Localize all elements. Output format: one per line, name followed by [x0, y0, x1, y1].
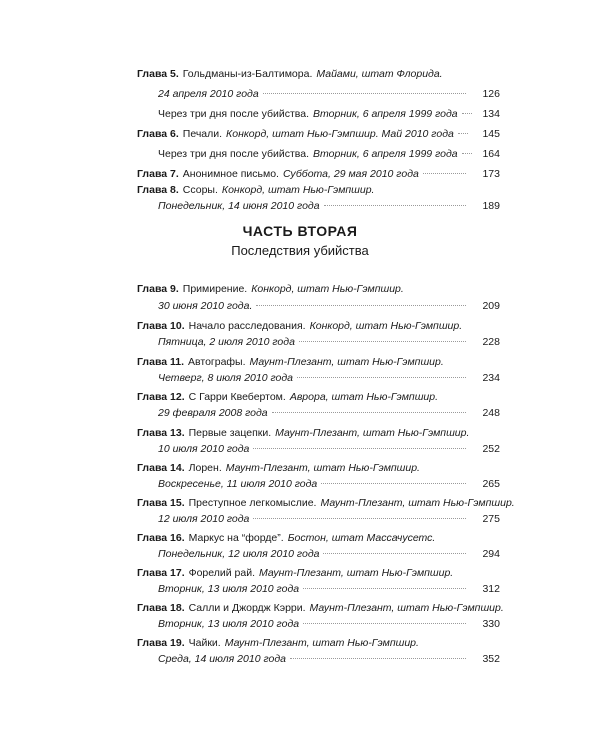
chapter-title: Ссоры.: [182, 184, 218, 196]
dot-leader: [423, 173, 466, 174]
chapter-place: Аврора, штат Нью-Гэмпшир.: [289, 391, 439, 403]
dot-leader: [290, 658, 466, 659]
chapter-place: Бостон, штат Массачусетс.: [287, 532, 436, 544]
toc-entry-cont: [158, 198, 470, 214]
page-number: 164: [482, 148, 500, 160]
chapter-number: Глава 17.: [137, 567, 185, 579]
chapter-title: Печали.: [182, 128, 223, 140]
chapter-place: Маунт-Плезант, штат Нью-Гэмпшир.: [224, 637, 419, 649]
toc-entry-cont: [158, 616, 470, 632]
toc-entry: [137, 389, 470, 405]
chapter-number: Глава 6.: [137, 128, 179, 140]
chapter-number: Глава 10.: [137, 320, 185, 332]
dot-leader: [253, 448, 466, 449]
toc-entry-cont: [158, 334, 470, 350]
chapter-date: 12 июля 2010 года: [158, 513, 250, 525]
chapter-number: Глава 18.: [137, 602, 185, 614]
chapter-date: 30 июня 2010 года.: [158, 300, 253, 312]
dot-leader: [462, 153, 472, 154]
toc-entry: [137, 166, 470, 182]
page-number: 189: [482, 200, 500, 212]
chapter-place: Маунт-Плезант, штат Нью-Гэмпшир.: [225, 462, 420, 474]
chapter-place: Маунт-Плезант, штат Нью-Гэмпшир.: [309, 602, 504, 614]
toc-entry-cont: [158, 546, 470, 562]
toc-entry: [137, 425, 470, 441]
chapter-title: Форелий рай.: [188, 567, 255, 579]
chapter-title: Маркус на “форде”.: [188, 532, 284, 544]
dot-leader: [303, 623, 466, 624]
toc-entry-cont: [158, 651, 470, 667]
toc-entry: [137, 635, 470, 651]
toc-entry-cont: [158, 86, 470, 102]
chapter-place: Маунт-Плезант, штат Нью-Гэмпшир.: [275, 427, 470, 439]
dot-leader: [253, 518, 466, 519]
page-number: 265: [482, 478, 500, 490]
chapter-number: Глава 13.: [137, 427, 185, 439]
chapter-number: Глава 12.: [137, 391, 185, 403]
chapter-date: 10 июля 2010 года: [158, 443, 250, 455]
chapter-date: Понедельник, 12 июля 2010 года: [158, 548, 320, 560]
page-number: 352: [482, 653, 500, 665]
toc-entry: [137, 530, 470, 546]
page-number: 248: [482, 407, 500, 419]
toc-entry-cont: [158, 511, 470, 527]
chapter-title: Салли и Джордж Кэрри.: [188, 602, 306, 614]
chapter-date: Понедельник, 14 июня 2010 года: [158, 200, 320, 212]
chapter-date: Воскресенье, 11 июля 2010 года: [158, 478, 318, 490]
chapter-place: Маунт-Плезант, штат Нью-Гэмпшир.: [249, 356, 444, 368]
dot-leader: [256, 305, 466, 306]
chapter-title: Анонимное письмо.: [182, 168, 279, 180]
toc-entry-cont: [158, 405, 470, 421]
chapter-number: Глава 11.: [137, 356, 185, 368]
page-number: 234: [482, 372, 500, 384]
toc-entry: [158, 146, 470, 162]
dot-leader: [263, 93, 466, 94]
chapter-date: Вторник, 13 июля 2010 года: [158, 583, 300, 595]
toc-entry: [137, 66, 470, 82]
part-subtitle: Последствия убийства: [231, 243, 369, 258]
dot-leader: [323, 553, 466, 554]
chapter-title: Лорен.: [188, 462, 222, 474]
page-number: 228: [482, 336, 500, 348]
chapter-date: 29 февраля 2008 года: [158, 407, 268, 419]
chapter-number: Глава 15.: [137, 497, 185, 509]
toc-entry-cont: [158, 298, 470, 314]
chapter-number: Глава 9.: [137, 283, 179, 295]
chapter-place: Маунт-Плезант, штат Нью-Гэмпшир.: [320, 497, 515, 509]
page-number: 275: [482, 513, 500, 525]
chapter-place: Суббота, 29 мая 2010 года: [282, 168, 419, 180]
chapter-title: Через три дня после убийства.: [158, 148, 310, 160]
chapter-title: Примирение.: [182, 283, 248, 295]
chapter-place: Конкорд, штат Нью-Гэмпшир.: [309, 320, 463, 332]
dot-leader: [324, 205, 466, 206]
chapter-number: Глава 19.: [137, 637, 185, 649]
chapter-place: Конкорд, штат Нью-Гэмпшир.: [251, 283, 404, 295]
toc-entry: [137, 126, 470, 142]
chapter-number: Глава 8.: [137, 184, 179, 196]
chapter-number: Глава 16.: [137, 532, 185, 544]
toc-entry-cont: [158, 476, 470, 492]
chapter-date: 24 апреля 2010 года: [158, 88, 259, 100]
chapter-place: Конкорд, штат Нью-Гэмпшир. Май 2010 года: [226, 128, 454, 140]
page-number: 134: [482, 108, 500, 120]
page-number: 252: [482, 443, 500, 455]
toc-entry: [137, 460, 470, 476]
chapter-date: Пятница, 2 июля 2010 года: [158, 336, 295, 348]
page-number: 330: [482, 618, 500, 630]
dot-leader: [458, 133, 468, 134]
chapter-date: Среда, 14 июля 2010 года: [158, 653, 286, 665]
toc-entry: [137, 495, 515, 511]
chapter-place: Майами, штат Флорида.: [316, 68, 443, 80]
chapter-title: Начало расследования.: [188, 320, 306, 332]
chapter-place: Маунт-Плезант, штат Нью-Гэмпшир.: [259, 567, 454, 579]
toc-entry: [137, 182, 470, 198]
dot-leader: [462, 113, 472, 114]
dot-leader: [299, 341, 466, 342]
dot-leader: [272, 412, 466, 413]
chapter-date: Вторник, 13 июля 2010 года: [158, 618, 300, 630]
chapter-place: Вторник, 6 апреля 1999 года: [313, 148, 458, 160]
chapter-title: Чайки.: [188, 637, 221, 649]
page-number: 312: [482, 583, 500, 595]
chapter-title: Первые зацепки.: [188, 427, 272, 439]
chapter-date: Четверг, 8 июля 2010 года: [158, 372, 294, 384]
dot-leader: [321, 483, 466, 484]
chapter-number: Глава 7.: [137, 168, 179, 180]
toc-entry: [137, 354, 470, 370]
page-number: 126: [482, 88, 500, 100]
toc-entry: [137, 281, 470, 297]
chapter-title: Преступное легкомыслие.: [188, 497, 317, 509]
chapter-title: Через три дня после убийства.: [158, 108, 310, 120]
toc-entry: [158, 106, 470, 122]
chapter-title: Автографы.: [188, 356, 246, 368]
part-title: ЧАСТЬ ВТОРАЯ: [242, 223, 358, 239]
toc-entry-cont: [158, 441, 470, 457]
chapter-place: Конкорд, штат Нью-Гэмпшир.: [221, 184, 375, 196]
chapter-title: Гольдманы-из-Балтимора.: [182, 68, 313, 80]
toc-entry: [137, 600, 504, 616]
dot-leader: [297, 377, 466, 378]
page-number: 294: [482, 548, 500, 560]
page-number: 209: [482, 300, 500, 312]
toc-entry: [137, 565, 470, 581]
toc-entry-cont: [158, 581, 470, 597]
page-number: 173: [482, 168, 500, 180]
chapter-number: Глава 14.: [137, 462, 185, 474]
page-number: 145: [482, 128, 500, 140]
chapter-place: Вторник, 6 апреля 1999 года: [313, 108, 458, 120]
chapter-title: С Гарри Квебертом.: [188, 391, 286, 403]
toc-entry-cont: [158, 370, 470, 386]
chapter-number: Глава 5.: [137, 68, 179, 80]
dot-leader: [303, 588, 466, 589]
toc-entry: [137, 318, 470, 334]
